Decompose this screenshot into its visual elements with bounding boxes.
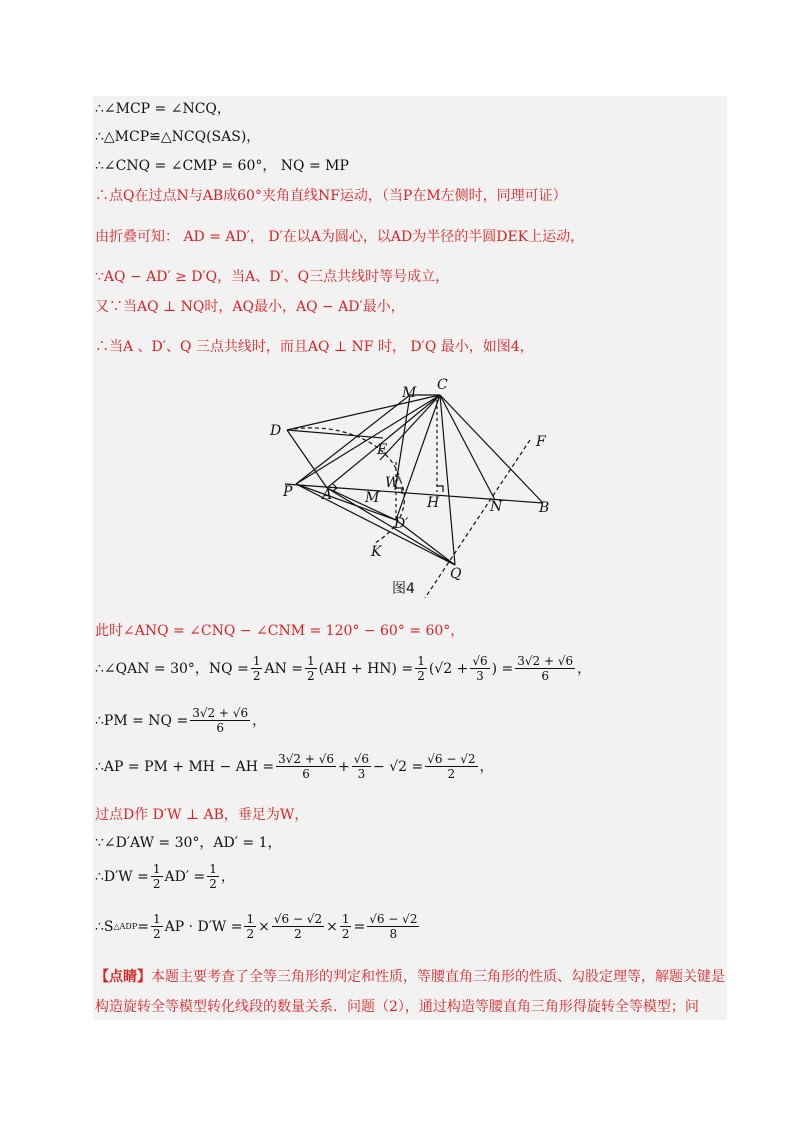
fraction: $\frac{1}{2}$ [152,912,161,941]
label-q: Q [450,566,462,582]
fraction: $\frac{1}{2}$ [252,654,261,683]
subscript: △ADP [113,921,138,931]
label-b: B [539,500,550,516]
fraction: $\frac{3√2 + √6}{6}$ [192,706,249,735]
line-6: ∵AQ − AD′ ≥ D′Q，当A、D′、Q三点共线时等号成立， [95,269,450,285]
line-8: ∴当A 、D′、Q 三点共线时，而且AQ ⊥ NF 时， D′Q 最小，如图4， [95,339,534,355]
line-10: ∴∠QAN = 30°，NQ = $\frac{1}{2}$ AN = $\frac{1}{2}$ (AH + HN) = $\frac{1}{2}$ (√2 + $\frac{√6}{3}$ ) = $\frac{3√2 + √6}{6}$ ， [95,654,592,683]
fraction: $\frac{√6 - √2}{2}$ [273,912,323,941]
fraction: $\frac{3√2 + √6}{6}$ [517,654,574,683]
line-12: ∴AP = PM + MH − AH = $\frac{3√2 + √6}{6}$ + $\frac{√6}{3}$ − √2 = $\frac{√6 - √2}{2}$ ， [95,752,494,781]
eq-text: (√2 + [428,660,469,677]
line-ce [380,395,440,460]
eq-text: ∴PM = NQ = [95,712,189,729]
label-k: K [371,544,382,560]
eq-text: ) = [491,660,514,677]
label-h: H [427,495,440,511]
comment-paragraph [95,962,727,1022]
eq-text: ∴D′W = [95,868,149,885]
line-13: 过点D作 D′W ⊥ AB，垂足为W， [95,807,309,823]
fraction: $\frac{√6 - √2}{8}$ [369,912,418,941]
line-da [287,430,327,488]
fraction: $\frac{√6 - √2}{2}$ [427,752,476,781]
eq-text: ∴∠QAN = 30°，NQ = [95,660,249,677]
line-mp [296,395,410,484]
line-cd [287,395,440,430]
label-d: D [270,423,282,439]
comment-body: 本题主要考查了全等三角形的判定和性质，等腰直角三角形的性质、勾股定理等，解题关键是构造旋转全等模型转化线段的数量关系．问题（2），通过构造等腰直角三角形得旋转全等模型；问 [95,969,725,1015]
label-n: N [490,499,503,515]
eq-text: − √2 = [373,758,424,775]
line-cp [296,395,440,484]
line-2: ∴△MCP≌△NCQ(SAS)， [95,129,261,145]
label-c: C [437,377,448,393]
fraction: $\frac{1}{2}$ [417,654,425,683]
line-3: ∴∠CNQ = ∠CMP = 60°， NQ = MP [95,158,349,174]
line-nf [425,440,530,598]
line-de [287,430,383,438]
line-7: 又∵当AQ ⊥ NQ时，AQ最小，AQ − AD′最小， [95,299,405,315]
eq-text: × [326,918,338,935]
label-m-lower: M [365,490,380,506]
eq-text: (AH + HN) = [318,660,414,677]
line-1: ∴∠MCP = ∠NCQ， [95,101,231,117]
fraction: $\frac{√6}{3}$ [472,654,488,683]
eq-text: = [353,918,366,935]
label-f: F [536,434,546,450]
fraction: $\frac{1}{2}$ [341,912,350,941]
eq-text: = [137,918,149,935]
fraction: $\frac{3√2 + √6}{6}$ [278,752,335,781]
line-15: ∴D′W = $\frac{1}{2}$ AD′ = $\frac{1}{2}$ ， [95,862,235,891]
fraction: $\frac{1}{2}$ [307,654,315,683]
line-16 [95,912,421,941]
line-4: ∴点Q在过点N与AB成60°夹角直线NF运动，（当P在M左侧时，同理可证） [95,188,567,204]
line-14: ∵∠D′AW = 30°，AD′ = 1， [95,835,282,851]
line-5: 由折叠可知： AD = AD′， D′在以A为圆心，以AD为半径的半圆DEK上运动， [95,229,585,245]
label-a: A [322,487,333,503]
fraction: $\frac{√6}{3}$ [353,752,370,781]
label-p: P [283,484,293,500]
eq-text: AP · D′W = [164,918,243,935]
figure-caption: 图4 [392,581,415,597]
eq-text: AD′ = [164,868,206,885]
line-adp [327,488,396,520]
label-m-upper: M [402,385,417,401]
label-e: E [377,442,388,458]
eq-text: × [258,918,270,935]
line-11: ∴PM = NQ = $\frac{3√2 + √6}{6}$ ， [95,706,267,735]
fraction: $\frac{1}{2}$ [152,862,161,891]
label-dprime: D′ [394,516,409,532]
geometry-figure [0,376,800,616]
line-cb [440,395,543,503]
right-angle-h [437,486,443,492]
fraction: $\frac{1}{2}$ [209,862,217,891]
line-9: 此时∠ANQ = ∠CNQ − ∠CNM = 120° − 60° = 60°， [95,623,465,639]
eq-text: AN = [264,660,304,677]
line-pdp [296,484,396,520]
label-w: W [385,475,400,491]
eq-text: ∴AP = PM + MH − AH = [95,758,275,775]
fraction: $\frac{1}{2}$ [246,912,255,941]
eq-text: + [338,758,350,775]
eq-text: ∴S [95,918,114,935]
comment-tag: 【点睛】 [95,969,151,985]
